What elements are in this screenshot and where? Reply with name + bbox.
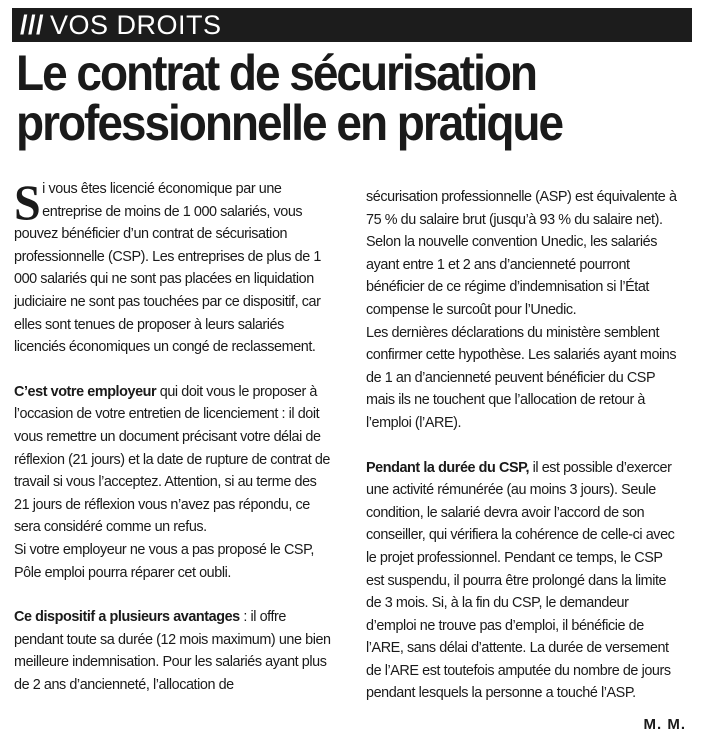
left-p2-text: qui doit vous le proposer à l’occasion de votre entretien de licenciement : il doit vous remettre un document précisant votre délai de réflexion (21 jours) et la date de rupture de contrat de travail si vous l’acceptez. Attention, si au terme des 21 jours de réflexion vous n’avez pas répondu, ce sera considéré comme un refus. [14,382,331,536]
right-p2-lead: Pendant la durée du CSP, [366,458,530,476]
rubric-label: VOS DROITS [50,9,222,40]
title-line-2b: en pratique [325,95,563,151]
drop-cap: S [14,174,41,230]
author-signature: M. M. [643,716,686,733]
title-line-1: Le contrat de sécurisation [16,45,536,101]
rubric-banner [12,8,692,42]
article-title [16,45,642,151]
left-paragraph-1 [14,174,331,359]
right-paragraph-1: sécurisation professionnelle (ASP) est équivalente à 75 % du salaire brut (jusqu’à 93 % du salaire net). Selon la nouvelle convention Unedic, les salariés ayant entre 1 et 2 ans d’ancienneté pourront bénéficier de ce régime d’indemnisation si l’État compense le surcoût pour l’Unedic. [366,188,677,318]
right-p2-text: il est possible d’exercer une activité rémunérée (au moins 3 jours). Seule condition, le salarié devra avoir l’accord de son conseiller, qui vérifiera la cohérence de celle-ci avec le projet professionnel. Pendant ce temps, le CSP est suspendu, il pourra être prolongé dans la limite de 3 mois. Si, à la fin du CSP, le demandeur d’emploi ne trouve pas d’emploi, il bénéficie de l’ARE, sans délai d’attente. La durée de versement de l’ARE est toutefois amputée du nombre de jours pendant lesquels la personne a touché l’ASP. [366,458,675,702]
left-column [14,174,331,696]
left-p1-text: i vous êtes licencié économique par une entreprise de moins de 1 000 salariés, vous pouvez bénéficier d’un contrat de sécurisation professionnelle (CSP). Les entreprises de plus de 1 000 salariés qui ne sont pas placées en liquidation judiciaire ne sont pas touchées par ce dispositif, car elles sont tenues de proposer à leurs salariés licenciés économiques un congé de reclassement. [14,180,321,356]
left-p2-lead: C’est votre employeur [14,382,157,400]
right-paragraph-2 [366,457,681,706]
right-paragraph-1b: Les dernières déclarations du ministère semblent confirmer cette hypothèse. Les salariés ayant moins de 1 an d’ancienneté peuvent bénéficier du CSP mais ils ne touchent que l’allocation de retour à l’emploi (l’ARE). [366,323,677,431]
left-paragraph-2b: Si votre employeur ne vous a pas proposé le CSP, Pôle emploi pourra réparer cet oubli. [14,540,314,581]
left-p3-text: : il offre pendant toute sa durée (12 mois maximum) une bien meilleure indemnisation. Pour les salariés ayant plus de 2 ans d’ancienneté, l’allocation de [14,608,331,693]
left-p3-lead: Ce dispositif a plusieurs avantages [14,608,240,626]
left-paragraph-3 [14,606,331,696]
rubric-slashes: /// [20,9,45,40]
left-paragraph-2 [14,381,331,539]
right-column [366,186,681,705]
title-line-2a: professionnelle [16,95,326,151]
